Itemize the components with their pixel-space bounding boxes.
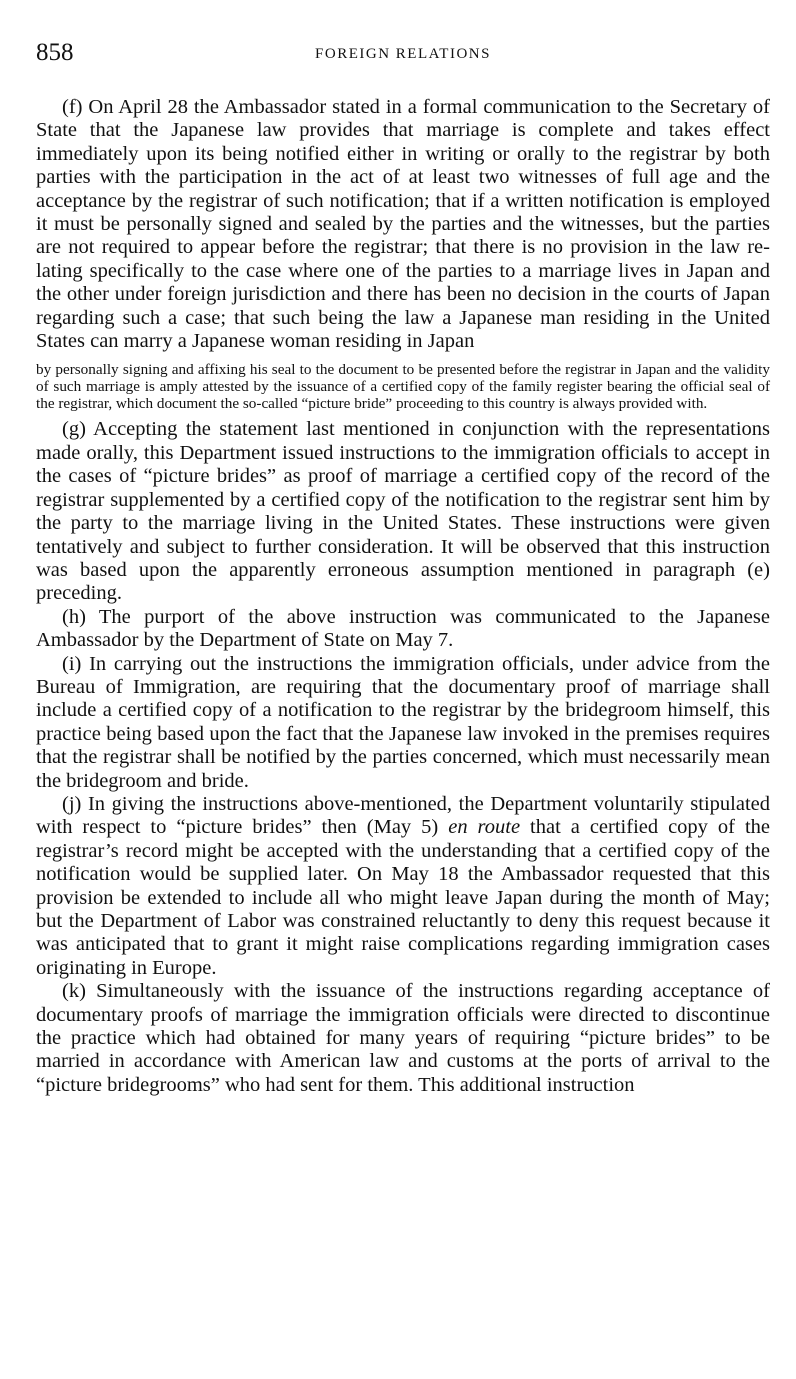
running-head: FOREIGN RELATIONS [315,46,491,62]
paragraph-j-text-end: that a certified copy of the registrar’s record might be accepted with the understanding that a certified copy of the notification would be supplied later. On May 18 the Ambassador requested that this provision be extended to include all who might leave Japan during the month of May; but the Department of Labor was constrained reluctantly to deny this request because it was anticipated that to grant it might raise complications regarding immigration cases originating in Europe. [36,816,771,979]
paragraph-f-quotation: by personally signing and affixing his seal to the document to be presented before the registrar in Japan and the validity of such marriage is amply attested by the issuance of a certified copy of the family register bearing the official seal of the registrar, which document the so-called “picture bride” proceeding to this country is always provided with. [36,361,770,413]
document-page [36,38,770,1097]
paragraph-i: (i) In carrying out the instructions the immigration officials, under advice from the Bureau of Immigration, are requiring that the documentary proof of marriage shall include a certified copy of a notification to the registrar by the bridegroom himself, this practice being based upon the fact that the Japanese law invoked in the premises requires that the registrar shall be notified by the parties concerned, which must necessarily mean the bridegroom and bride. [36,652,770,792]
paragraph-j-italic-phrase: en route [448,816,521,839]
page-header [36,38,770,72]
paragraph-j [36,793,770,980]
paragraph-k: (k) Simultaneously with the issuance of the instructions regarding acceptance of documentary proofs of marriage the immigration officials were directed to discontinue the practice which had obtained for many years of requiring “picture brides” to be married in accordance with American law and customs at the ports of arrival to the “picture bridegrooms” who had sent for them. This additional instruction [36,980,770,1096]
paragraph-f: (f) On April 28 the Ambassador stated in a formal communication to the Secretary of State that the Japanese law provides that marriage is complete and takes effect immediately upon its being notified either in writing or orally to the registrar by both parties with the participation in the act of at least two witnesses of full age and the acceptance by the registrar of such notification; that if a written notification is employed it must be personally signed and sealed by the parties and the witnesses, but the parties are not required to appear before the registrar; that there is no provision in the law relating specifically to the case where one of the parties to a marriage lives in Japan and the other under foreign jurisdiction and there has been no decision in the courts of Japan regarding such a case; that such being the law a Japanese man residing in the United States can marry a Japanese woman residing in Japan [36,96,770,353]
paragraph-g: (g) Accepting the statement last mentioned in conjunction with the representations made orally, this Department issued instructions to the immigration officials to accept in the cases of “picture brides” as proof of marriage a certified copy of the record of the registrar supplemented by a certified copy of the notification to the registrar sent him by the party to the marriage living in the United States. These instructions were given tentatively and subject to further consideration. It will be observed that this instruction was based upon the apparently erroneous assumption mentioned in paragraph (e) preceding. [36,418,770,605]
paragraph-j-text-start: (j) In giving the instructions above-mentioned, the Department voluntarily stipulated with respect to “picture brides” then (May 5) [36,792,770,839]
page-number: 858 [36,39,74,66]
paragraph-h: (h) The purport of the above instruction was communicated to the Japanese Ambassador by the Department of State on May 7. [36,605,770,652]
